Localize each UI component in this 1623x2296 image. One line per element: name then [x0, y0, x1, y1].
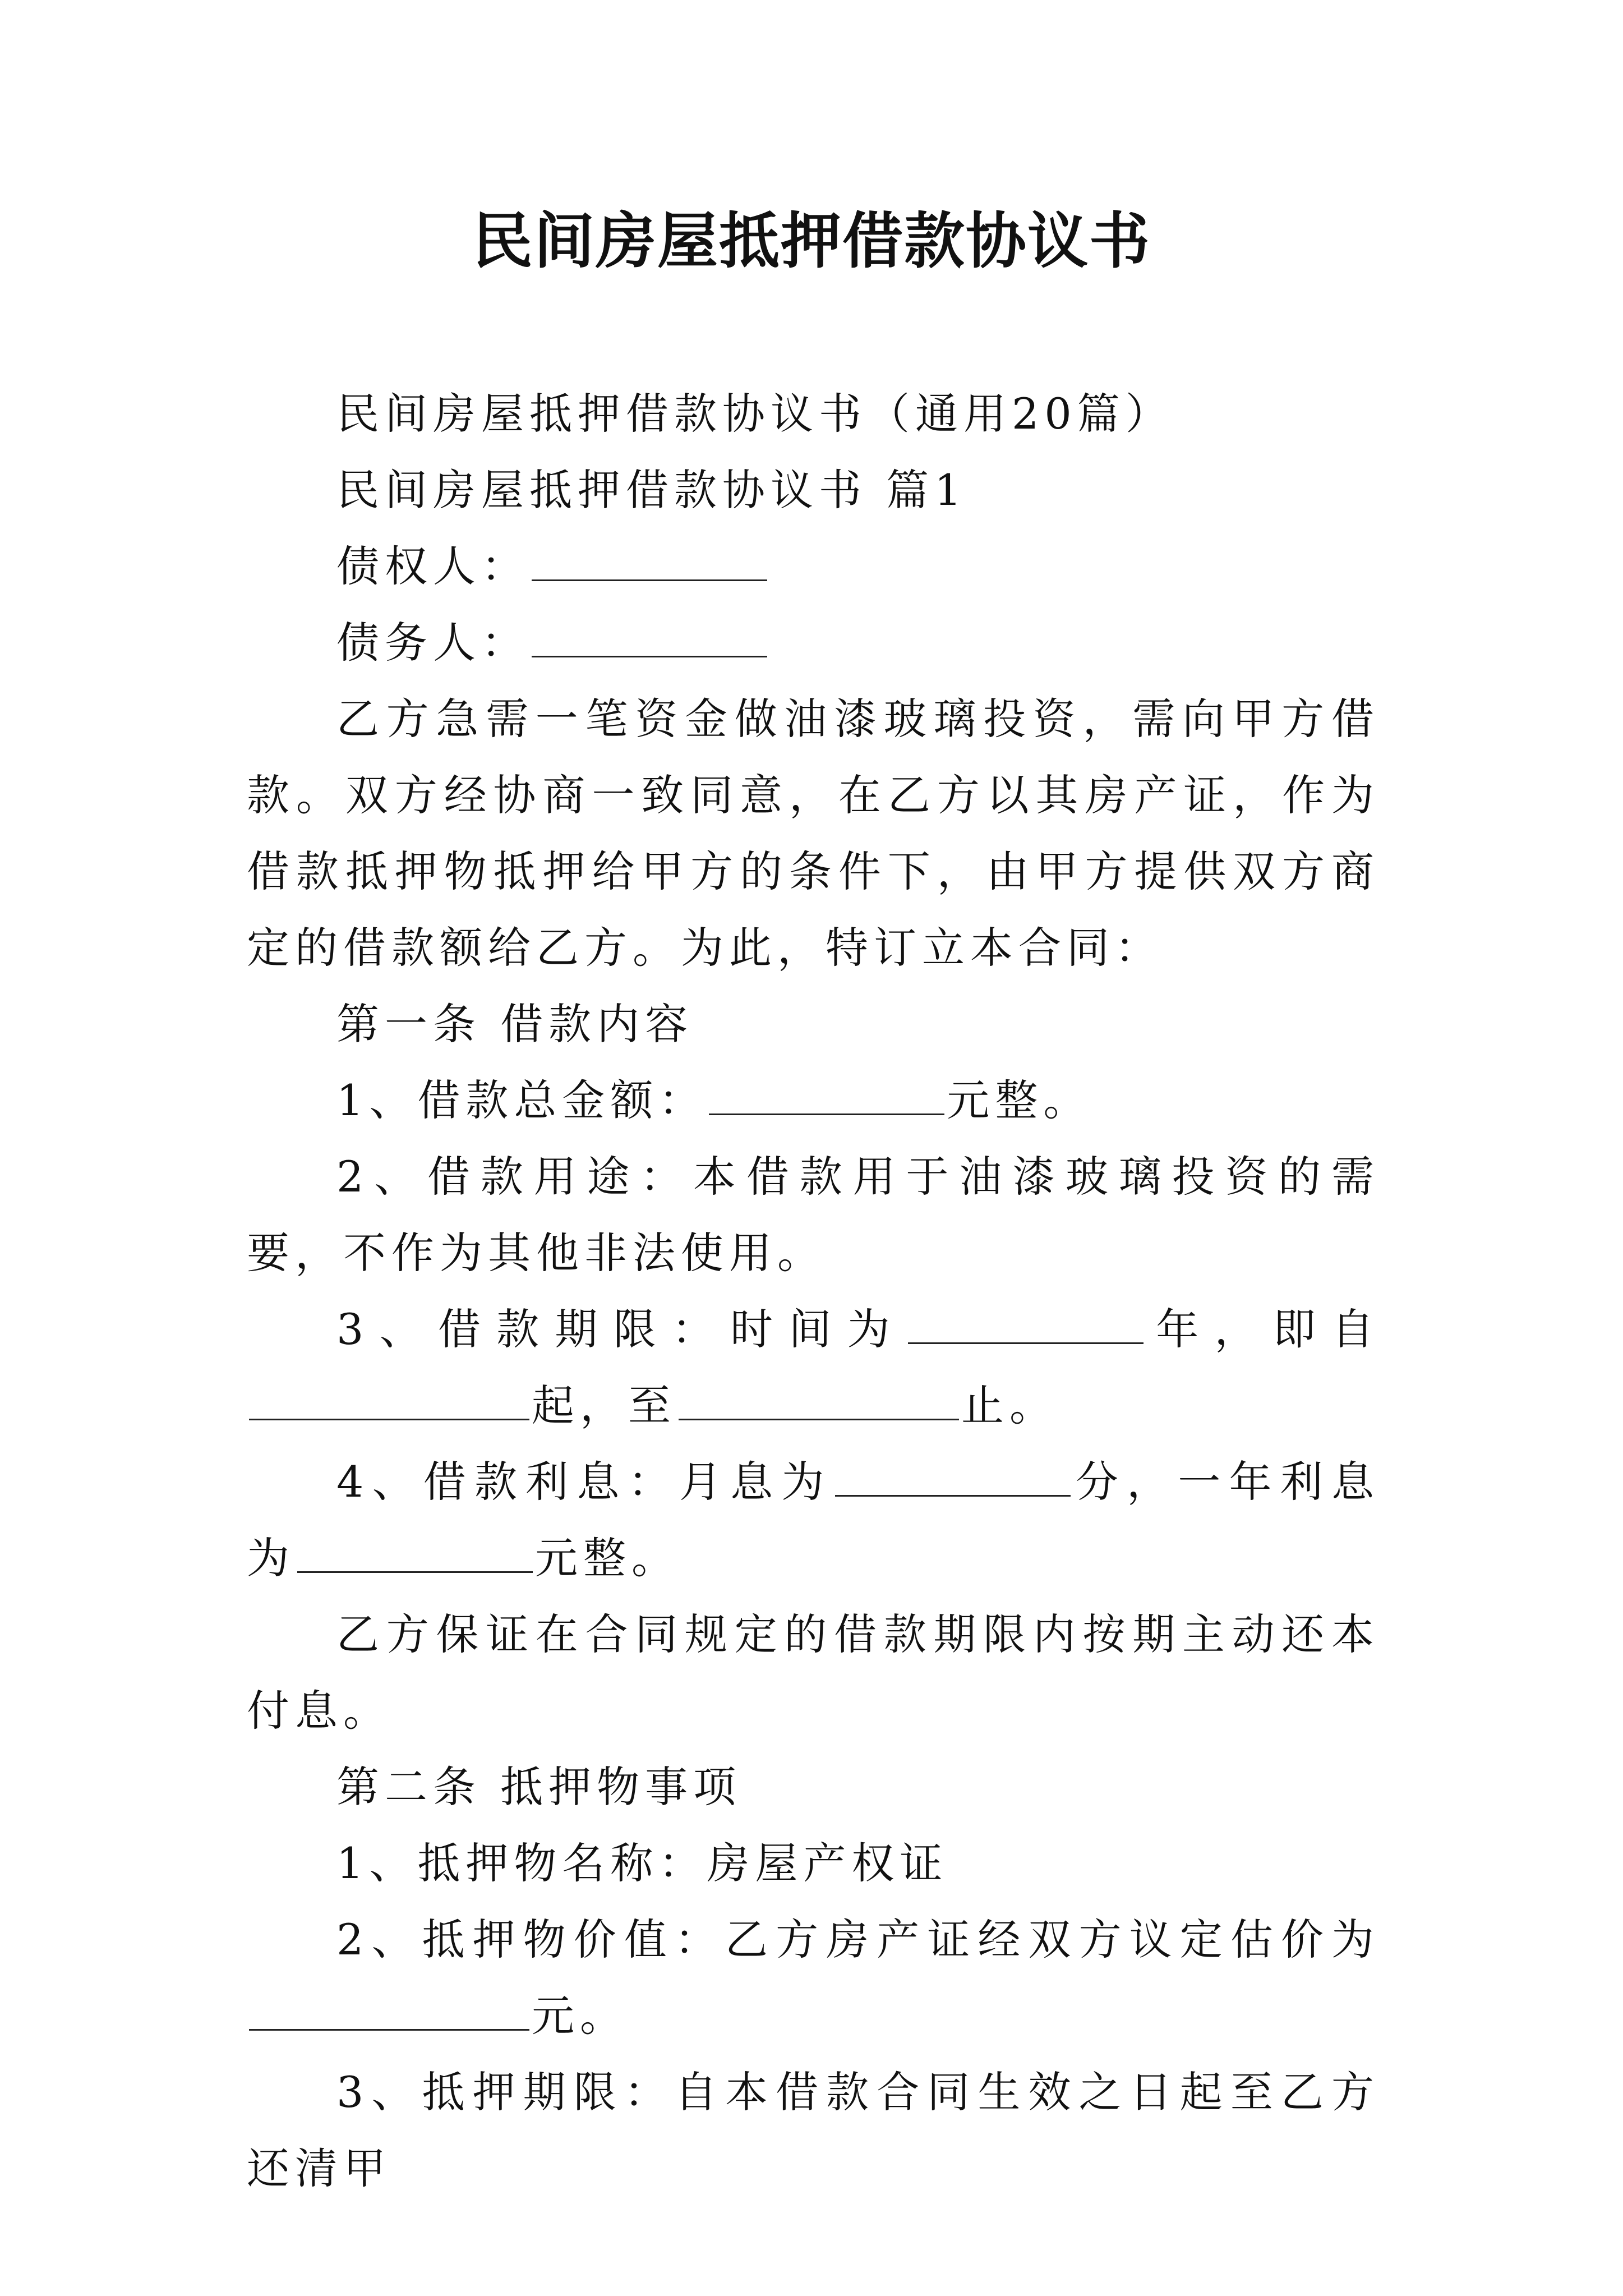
- paragraph-text: 1、抵押物名称：房屋产权证: [336, 1838, 948, 1888]
- paragraph-text: 2、抵押物价值：乙方房产证经双方议定估价为: [336, 1915, 1380, 1964]
- paragraph: [247, 376, 1380, 452]
- paragraph-text: 年，即自: [1145, 1304, 1380, 1354]
- paragraph-text: 乙方保证在合同规定的借款期限内按期主动还本付息。: [247, 1609, 1380, 1736]
- fill-in-blank: [297, 1538, 533, 1573]
- paragraph-text: 止。: [961, 1381, 1058, 1430]
- paragraph-text: 元整。: [535, 1533, 680, 1583]
- paragraph-text: 债权人：: [336, 541, 529, 591]
- paragraph: [247, 1825, 1380, 1902]
- document-body: [247, 376, 1380, 2207]
- fill-in-blank: [709, 1080, 944, 1115]
- paragraph: [247, 528, 1380, 605]
- paragraph: [247, 1139, 1380, 1291]
- paragraph-text: 3、借款期限：时间为: [336, 1304, 906, 1354]
- paragraph-text: 4、借款利息：月息为: [336, 1457, 833, 1507]
- paragraph: [247, 605, 1380, 681]
- paragraph: [247, 1291, 1380, 1444]
- fill-in-blank: [835, 1461, 1071, 1497]
- paragraph-text: 第一条 借款内容: [336, 999, 694, 1049]
- document-title: 民间房屋抵押借款协议书: [472, 206, 1151, 277]
- paragraph: [247, 1902, 1380, 2054]
- paragraph-text: 债务人：: [336, 618, 529, 668]
- paragraph: [247, 1444, 1380, 1596]
- paragraph: [247, 681, 1380, 986]
- fill-in-blank: [679, 1385, 959, 1420]
- paragraph-text: 起，至: [532, 1381, 676, 1430]
- paragraph: [247, 1596, 1380, 1749]
- fill-in-blank: [532, 546, 767, 581]
- paragraph-text: 2、借款用途：本借款用于油漆玻璃投资的需要，不作为其他非法使用。: [247, 1152, 1380, 1278]
- paragraph-text: 第二条 抵押物事项: [336, 1762, 742, 1812]
- paragraph-text: 民间房屋抵押借款协议书（通用20篇）: [336, 389, 1174, 439]
- paragraph: [247, 452, 1380, 528]
- paragraph-text: 元。: [532, 1991, 628, 2041]
- fill-in-blank: [532, 622, 767, 657]
- fill-in-blank: [249, 1995, 529, 2031]
- paragraph: [247, 1749, 1380, 1825]
- paragraph-text: 分，一年利息为: [247, 1457, 1380, 1583]
- paragraph: [247, 2054, 1380, 2207]
- fill-in-blank: [249, 1385, 529, 1420]
- paragraph: [247, 986, 1380, 1062]
- paragraph-text: 3、抵押期限：自本借款合同生效之日起至乙方还清甲: [247, 2067, 1380, 2193]
- paragraph-text: 乙方急需一笔资金做油漆玻璃投资，需向甲方借款。双方经协商一致同意，在乙方以其房产证，作为借款抵押物抵押给甲方的条件下，由甲方提供双方商定的借款额给乙方。为此，特订立本合同：: [247, 694, 1380, 973]
- paragraph-text: 1、借款总金额：: [336, 1075, 707, 1125]
- fill-in-blank: [908, 1309, 1144, 1344]
- paragraph: [247, 1062, 1380, 1139]
- paragraph-text: 元整。: [947, 1075, 1092, 1125]
- paragraph-text: 民间房屋抵押借款协议书 篇1: [336, 465, 967, 515]
